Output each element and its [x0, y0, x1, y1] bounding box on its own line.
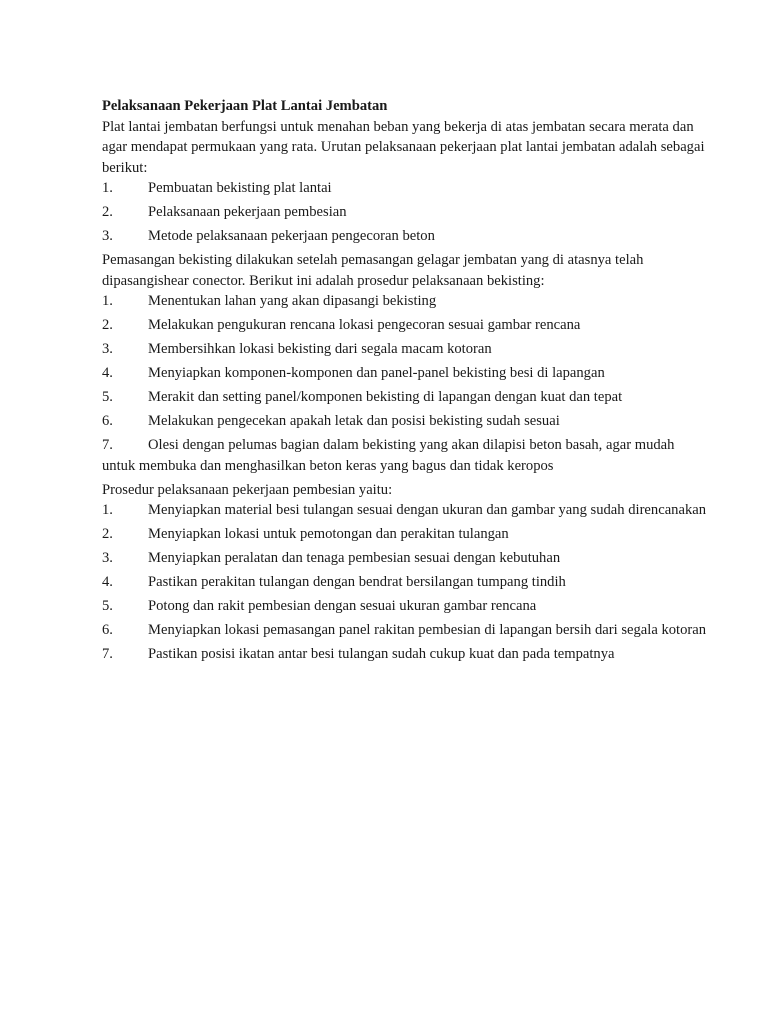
- list-item: [102, 339, 708, 360]
- intro-paragraph: Plat lantai jembatan berfungsi untuk menahan beban yang bekerja di atas jembatan secara merata dan agar mendapat permukaan yang rata. Urutan pelaksanaan pekerjaan plat lantai jembatan adalah sebagai berikut:: [102, 118, 705, 176]
- list-item: [102, 644, 708, 665]
- list-number: 6.: [102, 622, 113, 638]
- list-number: 2.: [102, 317, 113, 333]
- list-number: 4.: [102, 574, 113, 590]
- list-item: [102, 291, 708, 312]
- list-item: [102, 524, 708, 545]
- list-item: [102, 500, 708, 521]
- list-text: Pastikan posisi ikatan antar besi tulangan sudah cukup kuat dan pada tempatnya: [148, 646, 615, 662]
- list-text: Merakit dan setting panel/komponen bekisting di lapangan dengan kuat dan tepat: [148, 389, 623, 405]
- list-text: Menyiapkan lokasi untuk pemotongan dan perakitan tulangan: [148, 526, 509, 542]
- list-text: Melakukan pengecekan apakah letak dan posisi bekisting sudah sesuai: [148, 413, 560, 429]
- list-text: Potong dan rakit pembesian dengan sesuai ukuran gambar rencana: [148, 598, 537, 614]
- list-item: [102, 435, 708, 476]
- list-text: Menyiapkan lokasi pemasangan panel rakitan pembesian di lapangan bersih dari segala kotoran: [148, 622, 707, 638]
- list-text: Metode pelaksanaan pekerjaan pengecoran beton: [148, 228, 435, 244]
- list-item: [102, 572, 708, 593]
- list-text: Membersihkan lokasi bekisting dari segala macam kotoran: [148, 341, 492, 357]
- list-number: 5.: [102, 389, 113, 405]
- list-item: [102, 620, 708, 641]
- list-number: 7.: [102, 646, 113, 662]
- list-item: [102, 548, 708, 569]
- list-item: [102, 315, 708, 336]
- list-1: [102, 178, 708, 247]
- bekisting-paragraph: Pemasangan bekisting dilakukan setelah pemasangan gelagar jembatan yang di atasnya telah dipasangishear conector. Berikut ini adalah prosedur pelaksanaan bekisting:: [102, 252, 644, 289]
- list-number: 1.: [102, 502, 113, 518]
- list-number: 2.: [102, 526, 113, 542]
- list-number: 4.: [102, 365, 113, 381]
- list-item: [102, 178, 708, 199]
- list-text: Menyiapkan material besi tulangan sesuai dengan ukuran dan gambar yang sudah direncanakan: [148, 502, 707, 518]
- list-3: [102, 500, 708, 665]
- list-item: [102, 387, 708, 408]
- list-text: Pembuatan bekisting plat lantai: [148, 180, 332, 196]
- list-item: [102, 411, 708, 432]
- list-number: 7.: [102, 437, 113, 453]
- list-2: [102, 291, 708, 476]
- list-number: 1.: [102, 293, 113, 309]
- list-text: Olesi dengan pelumas bagian dalam bekisting yang akan dilapisi beton basah, agar mudah untuk membuka dan menghasilkan beton keras yang bagus dan tidak keropos: [102, 437, 675, 474]
- list-number: 2.: [102, 204, 113, 220]
- list-number: 5.: [102, 598, 113, 614]
- list-text: Pastikan perakitan tulangan dengan bendrat bersilangan tumpang tindih: [148, 574, 566, 590]
- document-title: Pelaksanaan Pekerjaan Plat Lantai Jembatan: [102, 98, 388, 114]
- list-text: Menyiapkan peralatan dan tenaga pembesian sesuai dengan kebutuhan: [148, 550, 561, 566]
- list-text: Menentukan lahan yang akan dipasangi bekisting: [148, 293, 437, 309]
- list-number: 3.: [102, 341, 113, 357]
- list-text: Pelaksanaan pekerjaan pembesian: [148, 204, 347, 220]
- list-text: Melakukan pengukuran rencana lokasi pengecoran sesuai gambar rencana: [148, 317, 581, 333]
- list-item: [102, 596, 708, 617]
- list-number: 3.: [102, 228, 113, 244]
- list-text: Menyiapkan komponen-komponen dan panel-panel bekisting besi di lapangan: [148, 365, 605, 381]
- list-item: [102, 202, 708, 223]
- list-number: 1.: [102, 180, 113, 196]
- list-number: 3.: [102, 550, 113, 566]
- list-number: 6.: [102, 413, 113, 429]
- document-page: [102, 96, 708, 668]
- list-item: [102, 226, 708, 247]
- list-item: [102, 363, 708, 384]
- pembesian-paragraph: Prosedur pelaksanaan pekerjaan pembesian yaitu:: [102, 481, 393, 498]
